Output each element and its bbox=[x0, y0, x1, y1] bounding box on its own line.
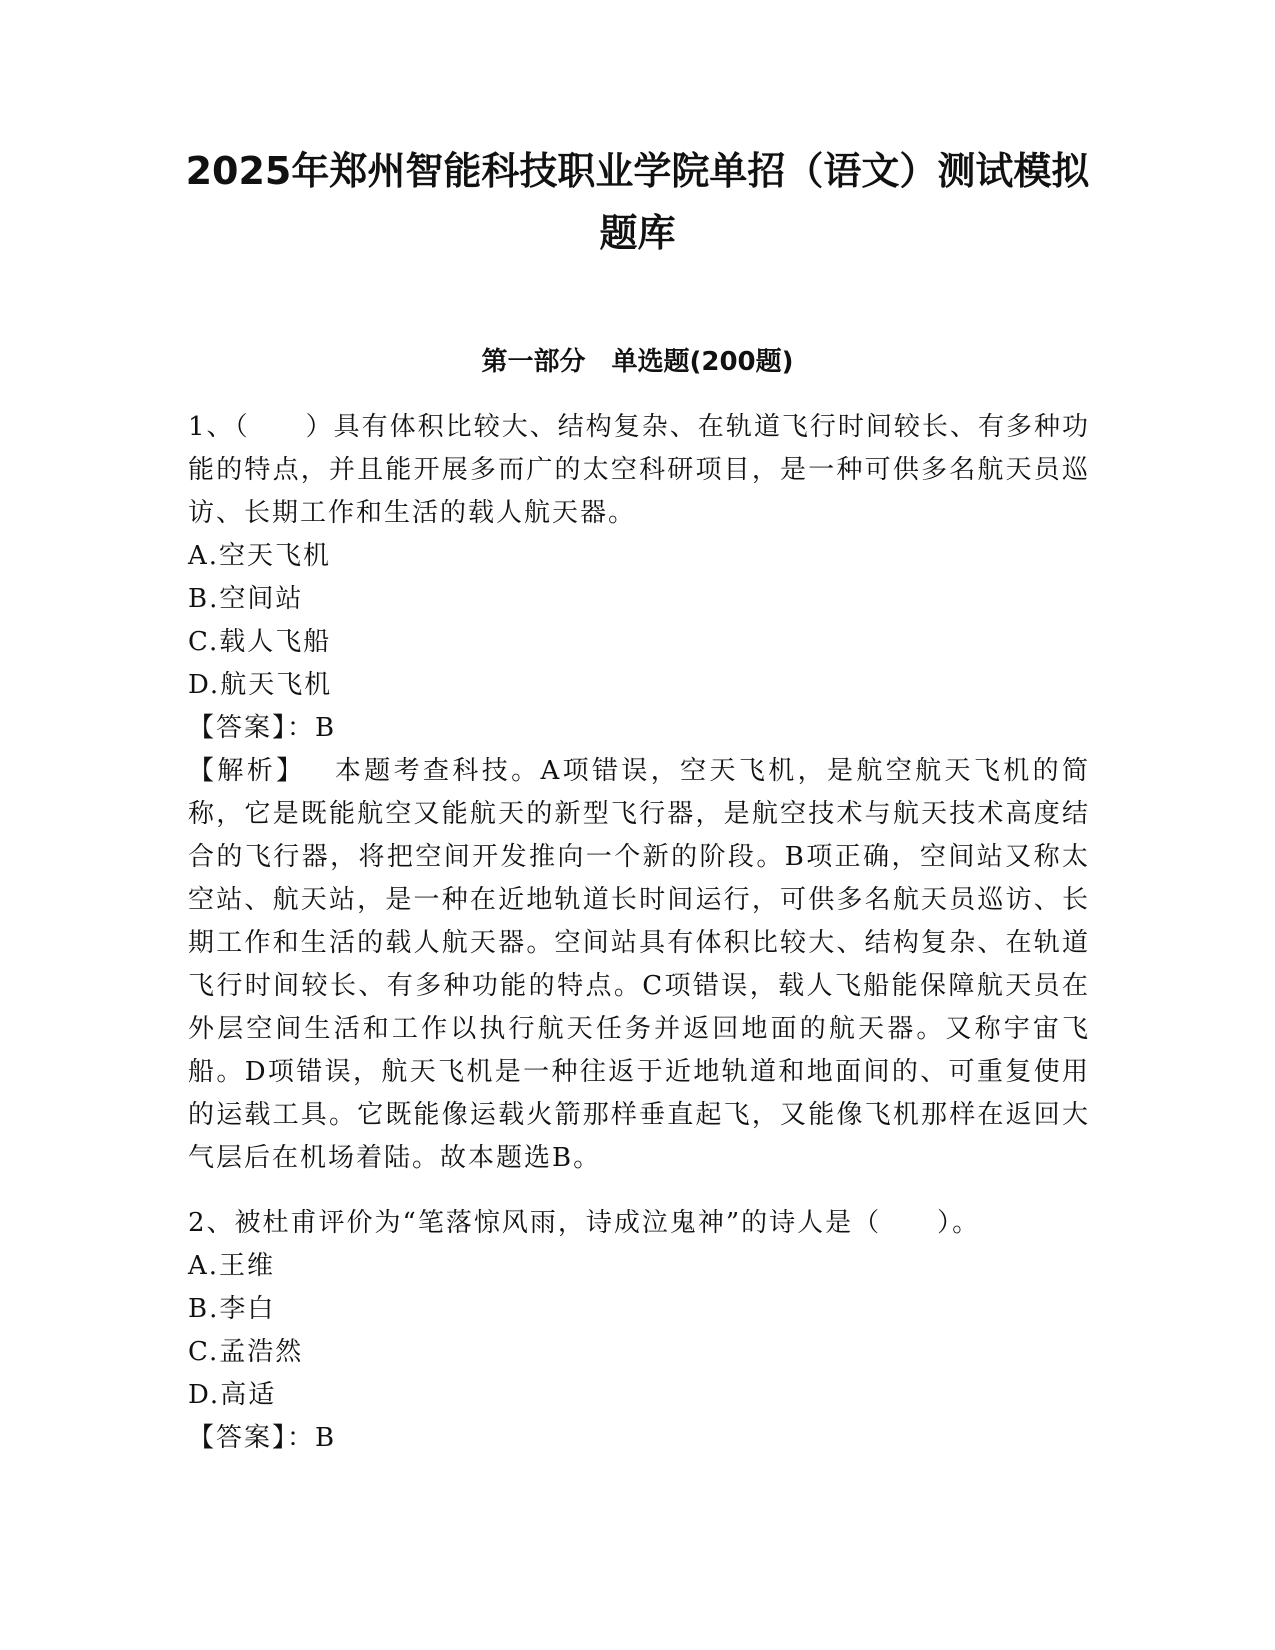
option-label: C . bbox=[188, 627, 219, 657]
question-2 bbox=[188, 1202, 1090, 1460]
analysis-label: 【解析】 bbox=[188, 756, 306, 786]
answer-value: B bbox=[315, 1423, 337, 1453]
answer-label: 【答案】： bbox=[188, 1423, 316, 1453]
document-title: 2025年郑州智能科技职业学院单招（语文）测试模拟题库 bbox=[185, 149, 1090, 255]
answer-line bbox=[188, 707, 1090, 750]
option-text: 载人飞船 bbox=[219, 627, 332, 657]
option-text: 空天飞机 bbox=[219, 541, 332, 571]
option-label: A . bbox=[188, 541, 219, 571]
question-1 bbox=[188, 406, 1090, 1190]
option-d bbox=[188, 664, 1090, 707]
option-c bbox=[188, 621, 1090, 664]
option-b bbox=[188, 1288, 1090, 1331]
option-text: 李白 bbox=[219, 1294, 276, 1324]
option-label: C . bbox=[188, 1337, 219, 1367]
option-text: 高适 bbox=[220, 1380, 277, 1410]
option-text: 航天飞机 bbox=[220, 670, 333, 700]
analysis-paragraph bbox=[188, 750, 1090, 1180]
option-label: D . bbox=[188, 670, 220, 700]
option-text: 孟浩然 bbox=[219, 1337, 304, 1367]
option-a bbox=[188, 535, 1090, 578]
option-label: B . bbox=[188, 584, 219, 614]
question-stem: 1、（ ）具有体积比较大、结构复杂、在轨道飞行时间较长、有多种功能的特点，并且能开展多而广的太空科研项目，是一种可供多名航天员巡访、长期工作和生活的载人航天器。 bbox=[188, 412, 1090, 528]
analysis-text: 本题考查科技。A项错误，空天飞机，是航空航天飞机的简称，它是既能航空又能航天的新型飞行器，是航空技术与航天技术高度结合的飞行器，将把空间开发推向一个新的阶段。B项正确，空间站又称太空站、航天站，是一种在近地轨道长时间运行，可供多名航天员巡访、长期工作和生活的载人航天器。空间站具有体积比较大、结构复杂、在轨道飞行时间较长、有多种功能的特点。C项错误，载人飞船能保障航天员在外层空间生活和工作以执行航天任务并返回地面的航天器。又称宇宙飞船。D项错误，航天飞机是一种往返于近地轨道和地面间的、可重复使用的运载工具。它既能像运载火箭那样垂直起飞，又能像飞机那样在返回大气层后在机场着陆。故本题选B。 bbox=[188, 756, 1090, 1173]
answer-label: 【答案】： bbox=[188, 713, 316, 743]
option-text: 王维 bbox=[219, 1251, 276, 1281]
question-stem: 2、被杜甫评价为“笔落惊风雨，诗成泣鬼神”的诗人是（ ）。 bbox=[188, 1208, 981, 1238]
option-d bbox=[188, 1374, 1090, 1417]
section-title: 第一部分 单选题(200题) bbox=[481, 347, 794, 377]
option-label: D . bbox=[188, 1380, 220, 1410]
option-label: A . bbox=[188, 1251, 219, 1281]
option-label: B . bbox=[188, 1294, 219, 1324]
option-a bbox=[188, 1245, 1090, 1288]
option-text: 空间站 bbox=[219, 584, 304, 614]
answer-value: B bbox=[315, 713, 337, 743]
option-c bbox=[188, 1331, 1090, 1374]
option-b bbox=[188, 578, 1090, 621]
answer-line bbox=[188, 1417, 1090, 1460]
